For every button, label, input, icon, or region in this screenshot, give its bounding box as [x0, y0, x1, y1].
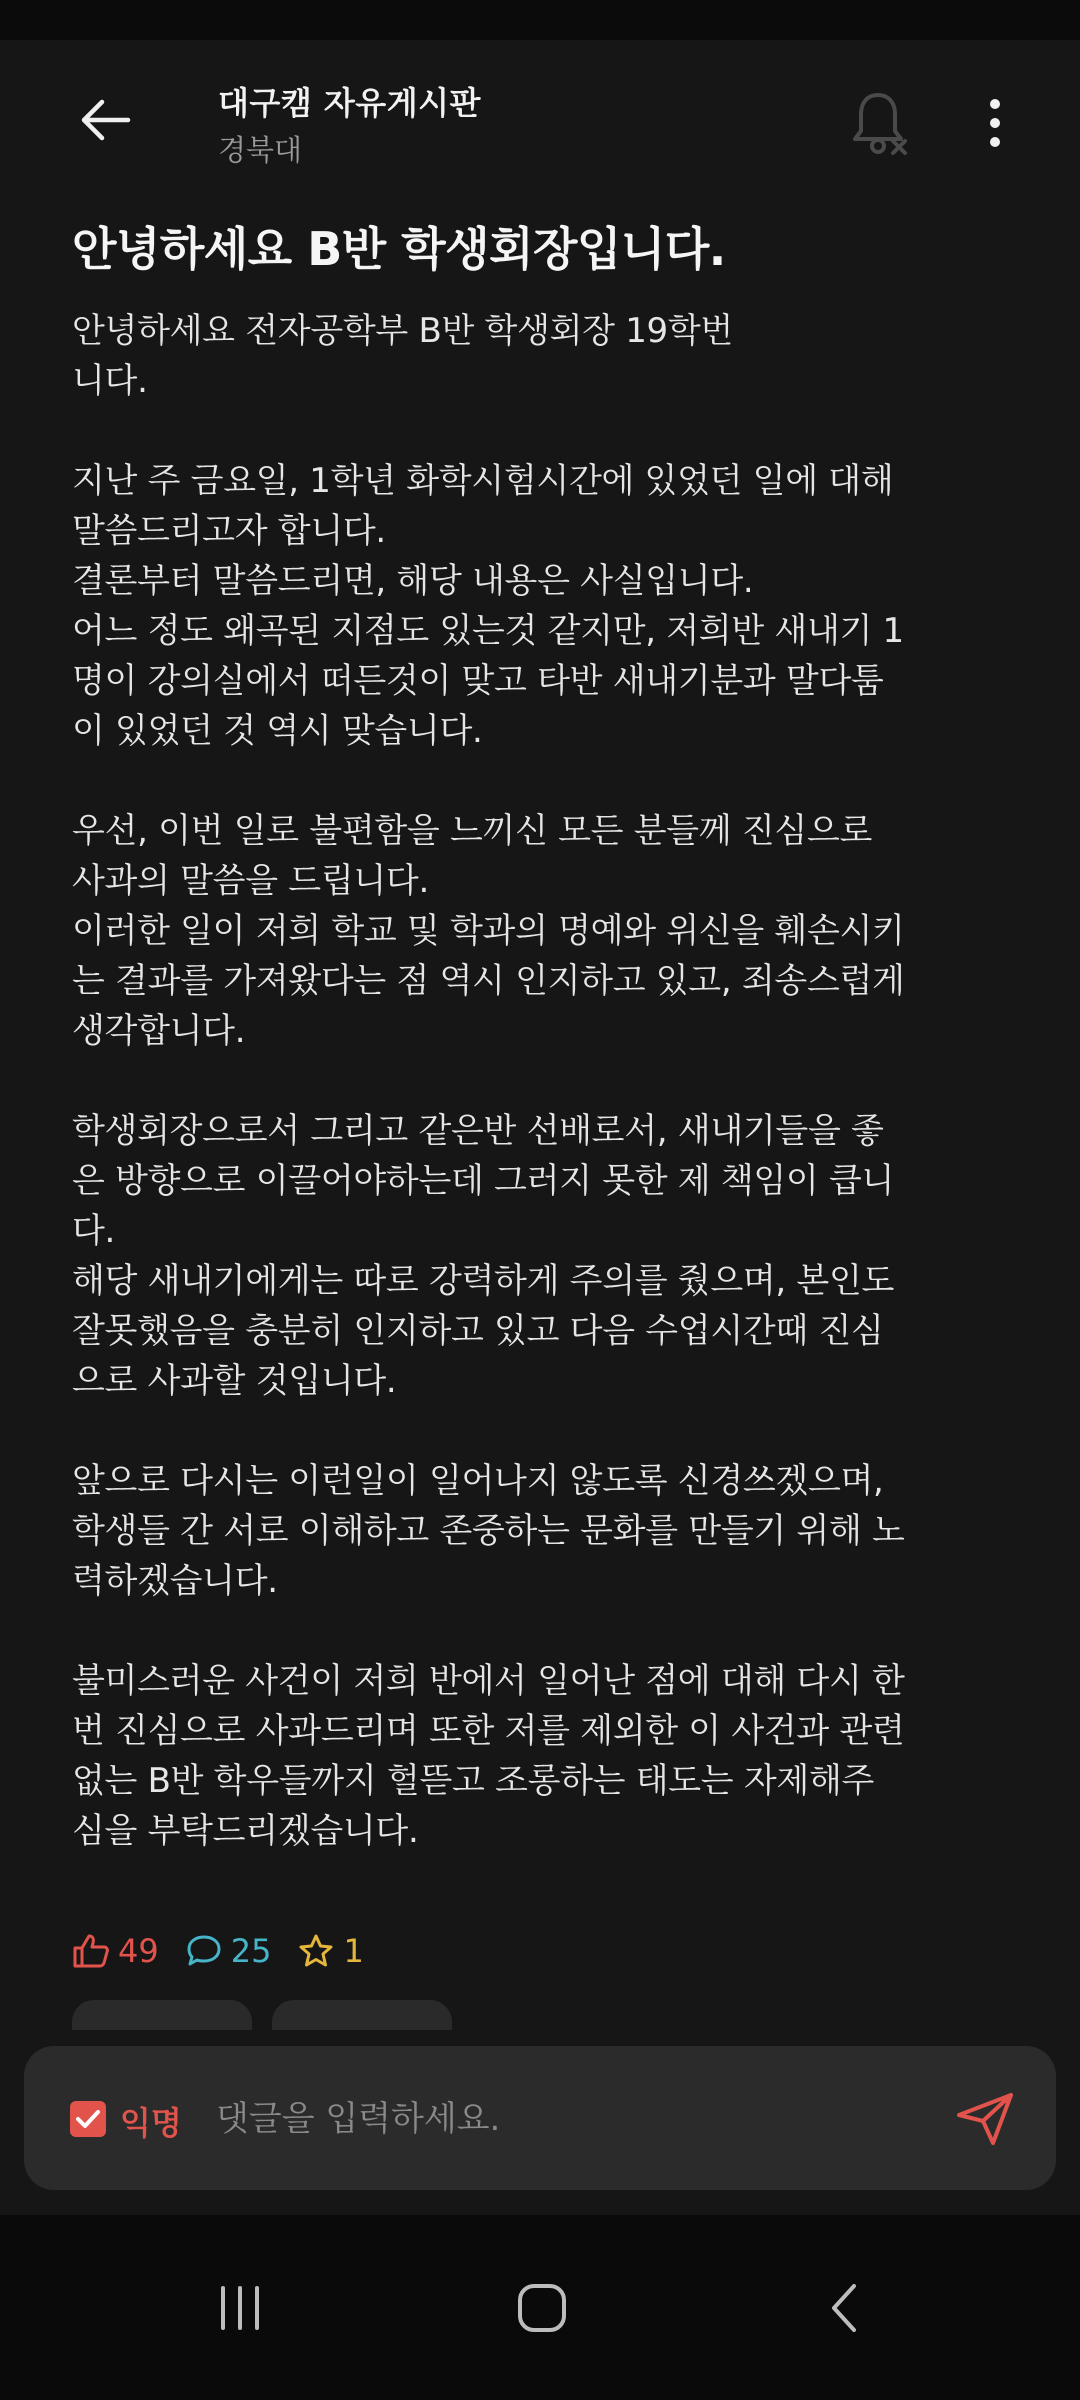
- check-icon: [75, 2108, 101, 2130]
- comment-bar: [24, 2046, 1056, 2190]
- system-navigation-bar: [0, 2215, 1080, 2400]
- like-button[interactable]: [72, 2000, 252, 2030]
- post-title: 안녕하세요 B반 학생회장입니다.: [72, 222, 726, 276]
- bell-off-icon: [849, 89, 911, 157]
- nav-back-icon: [826, 2282, 862, 2334]
- anonymous-checkbox[interactable]: [70, 2101, 106, 2137]
- post-content: [72, 220, 1012, 1856]
- like-count-value: 49: [118, 1932, 159, 1970]
- post-action-chips: [72, 2000, 472, 2030]
- thumbs-up-icon: [72, 1933, 110, 1969]
- app-header: [0, 40, 1080, 205]
- back-button[interactable]: [70, 90, 140, 150]
- home-icon: [516, 2282, 568, 2334]
- send-button[interactable]: [950, 2084, 1020, 2154]
- more-options-button[interactable]: [970, 85, 1020, 160]
- send-icon: [955, 2091, 1015, 2147]
- like-count[interactable]: [72, 1932, 159, 1970]
- board-subtitle: 경북대: [218, 133, 303, 167]
- comment-count-value: 25: [230, 1932, 272, 1970]
- nav-back-button[interactable]: [784, 2265, 904, 2350]
- scrap-button[interactable]: [272, 2000, 452, 2030]
- notification-toggle-button[interactable]: [845, 85, 915, 160]
- home-button[interactable]: [482, 2265, 602, 2350]
- board-title: 대구캠 자유게시판: [218, 84, 481, 122]
- comment-count[interactable]: [185, 1932, 272, 1970]
- status-bar: [0, 0, 1080, 40]
- arrow-left-icon: [78, 98, 132, 142]
- more-vertical-icon: [987, 97, 1003, 149]
- post-body: 안녕하세요 전자공학부 B반 학생회장 19학번 니다. 지난 주 금요일, 1학년 화학시험시간에 있었던 일에 대해 말씀드리고자 합니다. 결론부터 말씀드리면, 해당 내용은 사실입니다. 어느 정도 왜곡된 지점도 있는것 같지만, 저희반 새내기 1 명이 강의실에서 떠든것이 맞고 타반 새내기분과 말다툼 이 있었던 것 역시 맞습니다. 우선, 이번 일로 불편함을 느끼신 모든 분들께 진심으로 사과의 말씀을 드립니다. 이러한 일이 저희 학교 및 학과의 명예와 위신을 훼손시키 는 결과를 가져왔다는 점 역시 인지하고 있고, 죄송스럽게 생각합니다. 학생회장으로서 그리고 같은반 선배로서, 새내기들을 좋 은 방향으로 이끌어야하는데 그러지 못한 제 책임이 큽니 다. 해당 새내기에게는 따로 강력하게 주의를 줬으며, 본인도 잘못했음을 충분히 인지하고 있고 다음 수업시간때 진심 으로 사과할 것입니다. 앞으로 다시는 이런일이 일어나지 않도록 신경쓰겠으며, 학생들 간 서로 이해하고 존중하는 문화를 만들기 위해 노 력하겠습니다. 불미스러운 사건이 저희 반에서 일어난 점에 대해 다시 한 번 진심으로 사과드리며 또한 저를 제외한 이 사건과 관련 없는 B반 학우들까지 헐뜯고 조롱하는 태도는 자제해주 심을 부탁드리겠습니다.: [72, 310, 905, 1851]
- anonymous-label[interactable]: 익명: [120, 2104, 182, 2142]
- recents-icon: [215, 2284, 265, 2332]
- recents-button[interactable]: [180, 2265, 300, 2350]
- star-icon: [297, 1933, 335, 1969]
- comment-icon: [185, 1933, 223, 1969]
- post-stats: [72, 1932, 390, 1970]
- scrap-count-value: 1: [343, 1932, 364, 1970]
- comment-input[interactable]: [214, 2088, 918, 2150]
- scrap-count[interactable]: [297, 1932, 363, 1970]
